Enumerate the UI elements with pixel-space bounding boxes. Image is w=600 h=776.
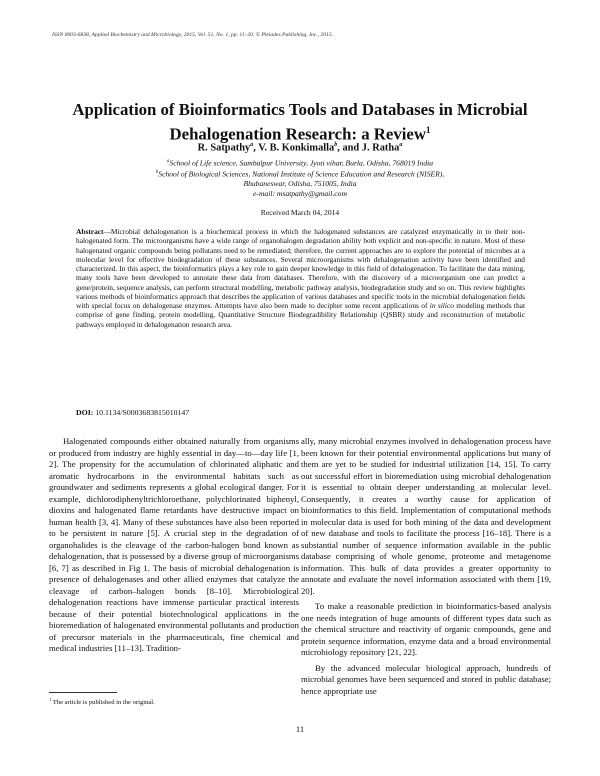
body-column-right — [301, 436, 551, 697]
page-number: 11 — [295, 724, 305, 734]
author-name: R. Satpathy — [197, 142, 251, 154]
doi — [76, 408, 376, 417]
affiliation-a: $^a$School of Life science, Sambalpur University, Jyoti vihar, Burla, Odisha, 768019 India — [166, 158, 434, 168]
email-address: e-mail: msatpathy@gmail.com — [253, 188, 347, 198]
author-list — [40, 142, 560, 153]
received-date: Received March 04, 2014 — [260, 208, 340, 217]
affiliation-mark: a — [166, 159, 170, 164]
abstract-label: Abstract — [76, 227, 104, 236]
affiliations — [40, 157, 560, 198]
abstract — [76, 227, 525, 329]
article-title — [40, 99, 560, 145]
body-paragraph: By the advanced molecular biological approach, hundreds of microbial genomes have been sequenced and stored in public database; hence appropriate use — [301, 662, 551, 696]
author-name: J. Ratha — [361, 142, 400, 154]
affiliation-b: $^b$School of Biological Sciences, National Institute of Science Education and Research (NISER), — [155, 169, 445, 179]
abstract-text: Microbial dehalogenation is a biochemical process in which the halogenated substances are catalyzed enzymatically in to their non-halogenated form. The microorganisms have a wide range of organohalogen degradation ability both explicit and non-specific in nature. Most of these halogenated organic compounds being pollutants need to be remediated; therefore, the current approaches are to explore the potential of microbes at a molecular level for effective biodegradation of these substances. Several microorganisms with dehalogenation activity have been identified and characterized. In this aspect, the bioinformatics plays a key role to gain deeper knowledge in this field of dehalogenation. To facilitate the data mining, many tools have been developed to annotate these data from databases. Therefore, with the discovery of a microorganism one can predict a gene/protein, sequence analysis, can perform structural modelling, metabolic pathway analysis, biodegradation study and so on. This review highlights various methods of bioinformatics approach that describes the application of various databases and specific tools in the microbial dehalogenation fields with special focus on dehalogenase enzymes. Attempts have also been made to decipher some recent applications of — [76, 227, 525, 310]
author-affil-mark: a — [250, 142, 254, 148]
title-line-1: Application of Bioinformatics Tools and Databases in Microbial — [72, 100, 528, 119]
body-paragraph: Halogenated compounds either obtained naturally from organisms or produced from industry are highly essential in day—to—day life [1, 2]. The propensity for the accumulation of chlorinated aliphatic and aromatic hydrocarbons in the environmental habitats such as groundwater and sediments represents a global ecological danger. For example, dichlorodiphenyltrichloroethane, polychlorinated biphenyl, dioxins and halogenated flame retardants have destructive impact on human health [3, 4]. Many of these substances have also been reported to be persistent in nature [5]. A crucial step in the degradation of organohalides is the cleavage of the carbon-halogen bond known as dehalogenation, that is possessed by a diverse group of microorganisms [6, 7] as described in Fig 1. The basis of microbial dehalogenation is presence of dehalogenases and other allied enzymes that catalyze the cleavage of carbon–halogen bonds [8–10]. Microbiological dehalogenation reactions have immense particular practical interests because of their potential biotechnological applications in the bioremediation of halogenated environmental pollutants and production of precursor materials in the pharmaceuticals, fine chemical and medical industries [11–13]. Tradition- — [49, 436, 299, 653]
affiliation-b-cont: Bhubaneswar, Odisha, 751005, India — [243, 179, 357, 189]
doi-label: DOI: — [76, 408, 94, 417]
title-footnote-mark: 1 — [426, 125, 431, 135]
title-line-2: Dehalogenation Research: a Review — [169, 124, 426, 144]
footnote-mark: 1 — [49, 697, 52, 702]
body-column-left — [49, 436, 299, 655]
footnote — [49, 697, 299, 706]
footnote-rule — [49, 692, 117, 693]
footnote-text: The article is published in the original. — [52, 699, 155, 707]
author-name: V. B. Konkimalla — [258, 142, 335, 154]
abstract-dash: — — [103, 227, 111, 236]
journal-header: ISSN 0003-6838, Applied Biochemistry and Microbiology, 2015, Vol. 51, No. 1, pp. 11–20. © Pleiades Publishing, Inc., 2015. — [52, 32, 334, 38]
abstract-italic: in silico — [429, 301, 454, 310]
body-paragraph: ally, many microbial enzymes involved in dehalogenation process have been known for their potential environmental applications but many of them are yet to be studied for industrial utilization [14, 15]. To carry out successful effort in bioremediation using microbial dehalogenation it is essential to obtain deeper understanding at molecular level. Consequently, it creates a worthy cause for application of bioinformatics to this field. Implementation of computational methods in molecular data is used for both mining of the data and development of new database and tools to facilitate the process [16–18]. There is a substantial number of sequence information available in the public database comprising of whole genome, proteome and metagenome information. This bulk of data provides a greater opportunity to annotate and evaluate the novel information associated with them [19, 20]. — [301, 436, 551, 596]
author-separator: , — [253, 142, 259, 154]
author-affil-mark: a — [399, 142, 403, 148]
author-affil-mark: b — [334, 142, 338, 148]
abstract-text-cont: modeling methods that comprise of gene finding, protein modelling, Quantitative Structure Biodegradibility Relationship (QSBR) study and reconstruction of metabolic pathways employed in dehalogenation research area. — [76, 301, 526, 329]
doi-value: 10.1134/S0003683815010147 — [95, 408, 190, 417]
body-paragraph: To make a reasonable prediction in bioinformatics-based analysis one needs integration of huge amounts of different types data such as the chemical structure and reactivity of organic compounds, gene and protein sequence information, enzyme data and a broad environmental microbiology repository [21, 22]. — [301, 601, 551, 657]
affiliation-mark: b — [155, 170, 159, 176]
author-separator: , and — [337, 142, 362, 154]
